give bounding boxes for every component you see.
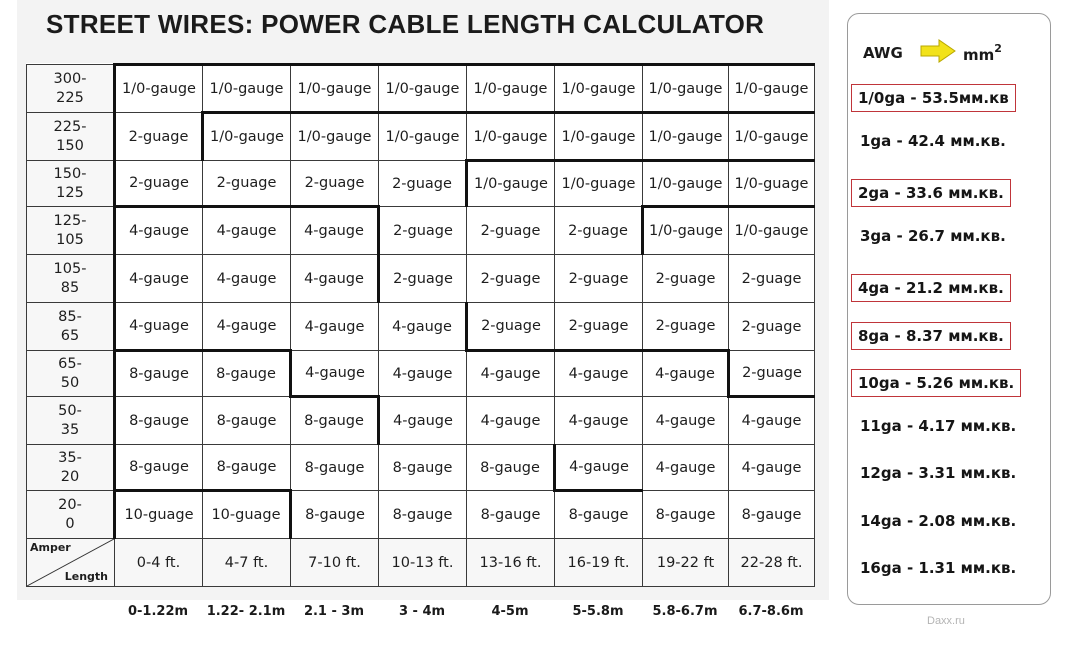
- gauge-cell: 1/0-gauge: [379, 113, 467, 161]
- length-row: [27, 539, 815, 587]
- length-ft-cell: 4-7 ft.: [203, 539, 291, 587]
- gauge-cell: 1/0-gauge: [729, 207, 815, 255]
- length-m-label: 6.7-8.6m: [738, 604, 804, 619]
- gauge-cell: 1/0-gauge: [467, 113, 555, 161]
- gauge-cell: 8-gauge: [729, 491, 815, 539]
- page-title: STREET WIRES: POWER CABLE LENGTH CALCULATOR: [46, 9, 765, 39]
- gauge-cell: 4-gauge: [203, 255, 291, 303]
- gauge-cell: 1/0-gauge: [379, 65, 467, 113]
- gauge-cell: 1/0-guage: [555, 161, 643, 207]
- length-m-label: 4-5m: [491, 604, 529, 619]
- gauge-cell: 4-gauge: [643, 397, 729, 445]
- gauge-cell: 2-guage: [555, 255, 643, 303]
- gauge-cell: 2-guage: [467, 303, 555, 351]
- amp-range-label: 105-: [53, 260, 87, 277]
- gauge-cell: 8-gauge: [203, 351, 291, 397]
- amp-range-cell: [27, 65, 115, 113]
- amp-range-cell: [27, 303, 115, 351]
- gauge-cell: 4-gauge: [291, 255, 379, 303]
- table-row: [27, 65, 815, 113]
- gauge-cell: 4-gauge: [115, 255, 203, 303]
- gauge-cell: 1/0-gauge: [555, 65, 643, 113]
- gauge-cell: 1/0-gauge: [643, 65, 729, 113]
- amp-range-label: 150-: [53, 165, 87, 182]
- conversion-item: 10ga - 5.26 мм.кв.: [851, 369, 1021, 397]
- gauge-cell: 4-gauge: [291, 207, 379, 255]
- gauge-cell: 1/0-gauge: [643, 161, 729, 207]
- table-row: [27, 445, 815, 491]
- gauge-cell: 1/0-gauge: [729, 113, 815, 161]
- gauge-cell: 10-guage: [203, 491, 291, 539]
- table-row: [27, 303, 815, 351]
- gauge-cell: 2-guage: [467, 255, 555, 303]
- amp-range-label: 50: [60, 374, 80, 391]
- amp-range-label: 85-: [58, 308, 82, 325]
- amp-range-cell: [27, 255, 115, 303]
- conversion-item: 3ga - 26.7 мм.кв.: [860, 226, 1006, 245]
- table-row: [27, 491, 815, 539]
- gauge-cell: 2-guage: [729, 351, 815, 397]
- amp-range-cell: [27, 445, 115, 491]
- amp-range-cell: [27, 491, 115, 539]
- length-ft-cell: 13-16 ft.: [467, 539, 555, 587]
- gauge-cell: 1/0-gauge: [467, 161, 555, 207]
- gauge-cell: 1/0-gauge: [115, 65, 203, 113]
- gauge-cell: 1/0-guage: [729, 161, 815, 207]
- gauge-cell: 8-gauge: [203, 445, 291, 491]
- gauge-cell: 8-gauge: [379, 445, 467, 491]
- awg-label: AWG: [863, 44, 903, 62]
- length-m-label: 3 - 4m: [398, 604, 446, 619]
- gauge-cell: 4-gauge: [643, 445, 729, 491]
- amp-range-label: 20-: [58, 496, 82, 513]
- table-row: [27, 397, 815, 445]
- gauge-cell: 8-gauge: [291, 491, 379, 539]
- gauge-cell: 2-guage: [379, 161, 467, 207]
- gauge-cell: 8-gauge: [467, 491, 555, 539]
- gauge-cell: 4-gauge: [555, 445, 643, 491]
- length-m-label: 1.22- 2.1m: [206, 604, 286, 619]
- amp-range-label: 20: [60, 468, 80, 485]
- amp-range-label: 150: [56, 137, 84, 154]
- gauge-cell: 4-gauge: [115, 207, 203, 255]
- gauge-cell: 8-gauge: [115, 397, 203, 445]
- conversion-item: 2ga - 33.6 мм.кв.: [851, 179, 1011, 207]
- gauge-cell: 4-guage: [115, 303, 203, 351]
- amp-range-label: 85: [60, 279, 80, 296]
- length-ft-cell: 22-28 ft.: [729, 539, 815, 587]
- gauge-cell: 8-gauge: [643, 491, 729, 539]
- gauge-cell: 8-gauge: [115, 351, 203, 397]
- gauge-cell: 4-gauge: [467, 397, 555, 445]
- gauge-cell: 10-guage: [115, 491, 203, 539]
- gauge-cell: 4-gauge: [203, 207, 291, 255]
- amp-range-cell: [27, 351, 115, 397]
- length-ft-cell: 7-10 ft.: [291, 539, 379, 587]
- amp-range-label: 35-: [58, 449, 82, 466]
- conversion-item: 11ga - 4.17 мм.кв.: [860, 416, 1017, 435]
- amp-range-label: 125: [56, 184, 84, 201]
- table-row: [27, 255, 815, 303]
- amp-range-label: 35: [60, 421, 80, 438]
- gauge-cell: 2-guage: [555, 303, 643, 351]
- axis-corner-cell: [27, 539, 115, 587]
- gauge-cell: 2-guage: [379, 207, 467, 255]
- amp-range-label: 65: [60, 327, 80, 344]
- conversion-item: 14ga - 2.08 мм.кв.: [860, 511, 1017, 530]
- amp-range-label: 50-: [58, 402, 82, 419]
- gauge-cell: 4-gauge: [729, 397, 815, 445]
- gauge-cell: 4-gauge: [555, 351, 643, 397]
- gauge-cell: 4-gauge: [291, 303, 379, 351]
- gauge-cell: 2-guage: [729, 255, 815, 303]
- amp-range-label: 0: [65, 515, 75, 532]
- awg-conversion-panel: [847, 13, 1051, 605]
- gauge-cell: 4-gauge: [379, 397, 467, 445]
- amper-axis-label: Amper: [30, 541, 71, 554]
- gauge-cell: 4-gauge: [379, 351, 467, 397]
- length-ft-cell: 19-22 ft: [643, 539, 729, 587]
- gauge-cell: 1/0-gauge: [643, 207, 729, 255]
- watermark: Daxx.ru: [927, 615, 965, 627]
- amp-range-cell: [27, 161, 115, 207]
- gauge-cell: 8-gauge: [555, 491, 643, 539]
- amp-range-cell: [27, 207, 115, 255]
- gauge-cell: 4-gauge: [555, 397, 643, 445]
- gauge-cell: 2-guage: [729, 303, 815, 351]
- length-axis-label: Length: [64, 570, 108, 583]
- amp-range-label: 65-: [58, 355, 82, 372]
- gauge-cell: 4-gauge: [467, 351, 555, 397]
- gauge-cell: 1/0-gauge: [555, 113, 643, 161]
- conversion-item: 4ga - 21.2 мм.кв.: [851, 274, 1011, 302]
- gauge-cell: 8-gauge: [291, 445, 379, 491]
- length-m-label: 2.1 - 3m: [303, 604, 365, 619]
- length-ft-cell: 16-19 ft.: [555, 539, 643, 587]
- gauge-cell: 2-guage: [555, 207, 643, 255]
- gauge-cell: 1/0-gauge: [203, 113, 291, 161]
- length-m-label: 5.8-6.7m: [652, 604, 718, 619]
- gauge-cell: 8-gauge: [115, 445, 203, 491]
- table-row: [27, 351, 815, 397]
- gauge-cell: 1/0-gauge: [291, 113, 379, 161]
- mm2-label: $mm^2$: [963, 42, 1002, 64]
- table-row: [27, 207, 815, 255]
- conversion-item: 12ga - 3.31 мм.кв.: [860, 464, 1017, 482]
- gauge-cell: 4-gauge: [643, 351, 729, 397]
- gauge-cell: 8-gauge: [203, 397, 291, 445]
- gauge-cell: 8-gauge: [379, 491, 467, 539]
- gauge-cell: 2-guage: [203, 161, 291, 207]
- cable-gauge-table: [26, 63, 815, 587]
- gauge-cell: 4-gauge: [203, 303, 291, 351]
- amp-range-cell: [27, 113, 115, 161]
- conversion-item: 1/0ga - 53.5мм.кв: [851, 84, 1016, 112]
- gauge-cell: 1/0-gauge: [203, 65, 291, 113]
- amp-range-label: 300-: [53, 70, 87, 87]
- amp-range-cell: [27, 397, 115, 445]
- arrow-right-icon: [919, 38, 957, 68]
- gauge-cell: 8-gauge: [291, 397, 379, 445]
- amp-range-label: 225: [56, 89, 84, 106]
- gauge-cell: 1/0-gauge: [643, 113, 729, 161]
- length-m-label: 0-1.22m: [127, 604, 189, 619]
- gauge-cell: 1/0-gauge: [729, 65, 815, 113]
- gauge-cell: 8-gauge: [467, 445, 555, 491]
- gauge-cell: 2-guage: [467, 207, 555, 255]
- conversion-item: 8ga - 8.37 мм.кв.: [851, 322, 1011, 350]
- table-row: [27, 161, 815, 207]
- length-ft-cell: 0-4 ft.: [115, 539, 203, 587]
- gauge-cell: 2-guage: [291, 161, 379, 207]
- amp-range-label: 225-: [53, 118, 87, 135]
- gauge-cell: 2-guage: [379, 255, 467, 303]
- amp-range-label: 105: [56, 231, 84, 248]
- gauge-cell: 4-gauge: [291, 351, 379, 397]
- amp-range-label: 125-: [53, 212, 87, 229]
- length-ft-cell: 10-13 ft.: [379, 539, 467, 587]
- gauge-cell: 4-gauge: [379, 303, 467, 351]
- gauge-cell: 2-guage: [643, 255, 729, 303]
- gauge-cell: 2-guage: [115, 113, 203, 161]
- gauge-cell: 4-gauge: [729, 445, 815, 491]
- gauge-cell: 2-guage: [643, 303, 729, 351]
- length-m-label: 5-5.8m: [572, 604, 624, 619]
- table-row: [27, 113, 815, 161]
- gauge-cell: 1/0-gauge: [291, 65, 379, 113]
- gauge-cell: 1/0-gauge: [467, 65, 555, 113]
- gauge-cell: 2-guage: [115, 161, 203, 207]
- conversion-item: 16ga - 1.31 мм.кв.: [860, 559, 1017, 577]
- conversion-item: 1ga - 42.4 мм.кв.: [860, 131, 1006, 150]
